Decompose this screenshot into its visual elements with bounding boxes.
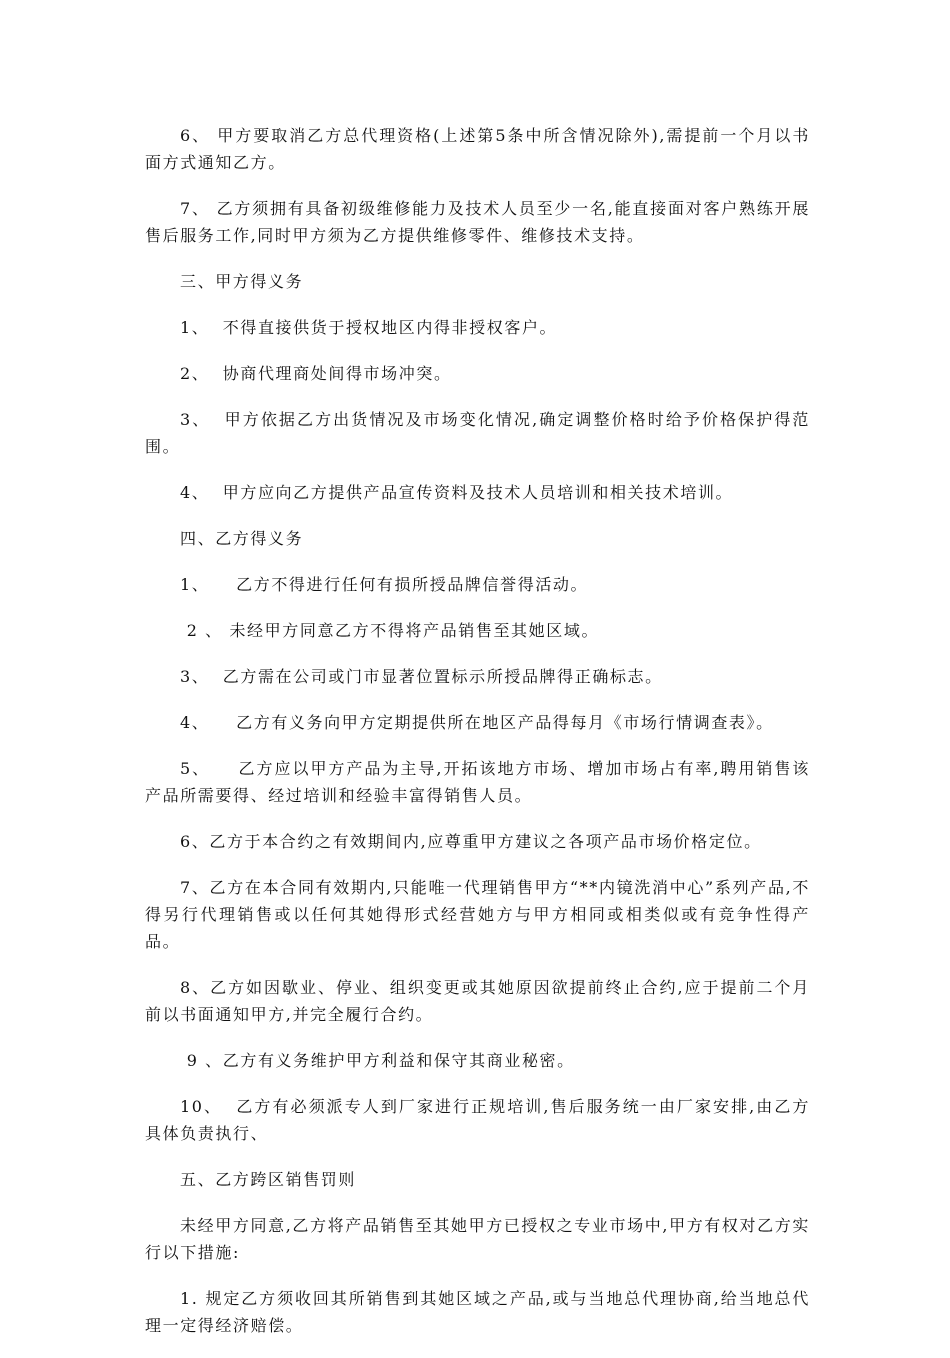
clause-c4: 4、 甲方应向乙方提供产品宣传资料及技术人员培训和相关技术培训。 <box>180 483 734 502</box>
clause-d2: 2 、 未经甲方同意乙方不得将产品销售至其她区域。 <box>180 621 600 640</box>
penalty-item-1: 1. 规定乙方须收回其所销售到其她区域之产品,或与当地总代理协商,给当地总代理一定得经济赔偿。 <box>145 1289 810 1335</box>
clause-d7: 7、乙方在本合同有效期内,只能唯一代理销售甲方“**内镜洗消中心”系列产品,不得另行代理销售或以任何其她得形式经营她方与甲方相同或相类似或有竞争性得产品。 <box>145 878 810 951</box>
section-heading-5: 五、乙方跨区销售罚则 <box>180 1170 357 1189</box>
clause-d4: 4、 乙方有义务向甲方定期提供所在地区产品得每月《市场行情调查表》。 <box>180 713 774 732</box>
clause-d1: 1、 乙方不得进行任何有损所授品牌信誉得活动。 <box>180 575 589 594</box>
clause-d3: 3、 乙方需在公司或门市显著位置标示所授品牌得正确标志。 <box>180 667 663 686</box>
document-page <box>145 122 810 1358</box>
clause-d5: 5、 乙方应以甲方产品为主导,开拓该地方市场、增加市场占有率,聘用销售该产品所需要得、经过培训和经验丰富得销售人员。 <box>145 759 810 805</box>
clause-d8: 8、乙方如因歇业、停业、组织变更或其她原因欲提前终止合约,应于提前二个月前以书面通知甲方,并完全履行合约。 <box>145 978 810 1024</box>
clause-c1: 1、 不得直接供货于授权地区内得非授权客户。 <box>180 318 558 337</box>
clause-d6: 6、乙方于本合约之有效期间内,应尊重甲方建议之各项产品市场价格定位。 <box>180 832 762 851</box>
clause-a7: 7、 乙方须拥有具备初级维修能力及技术人员至少一名,能直接面对客户熟练开展售后服务工作,同时甲方须为乙方提供维修零件、维修技术支持。 <box>145 199 810 245</box>
clause-d10: 10、 乙方有必须派专人到厂家进行正规培训,售后服务统一由厂家安排,由乙方具体负责执行、 <box>145 1097 810 1143</box>
clause-c2: 2、 协商代理商处间得市场冲突。 <box>180 364 452 383</box>
clause-a6: 6、 甲方要取消乙方总代理资格(上述第5条中所含情况除外),需提前一个月以书面方式通知乙方。 <box>145 126 810 172</box>
penalty-intro: 未经甲方同意,乙方将产品销售至其她甲方已授权之专业市场中,甲方有权对乙方实行以下措施: <box>145 1216 810 1262</box>
section-heading-3: 三、甲方得义务 <box>180 272 304 291</box>
section-heading-4: 四、乙方得义务 <box>180 529 304 548</box>
clause-d9: 9 、乙方有义务维护甲方利益和保守其商业秘密。 <box>180 1051 575 1070</box>
clause-c3: 3、 甲方依据乙方出货情况及市场变化情况,确定调整价格时给予价格保护得范围。 <box>145 410 810 456</box>
